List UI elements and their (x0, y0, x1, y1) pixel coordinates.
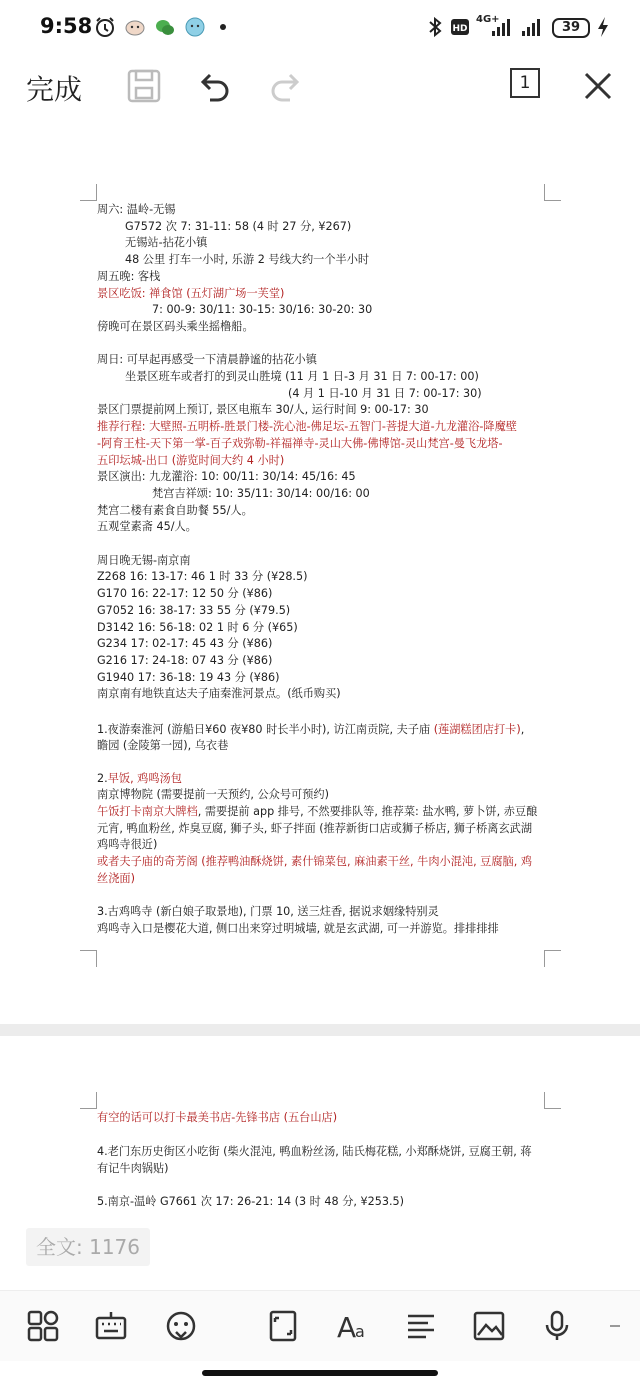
document-line: 梵宫吉祥颂: 10: 35/11: 30/14: 00/16: 00 (152, 486, 370, 500)
document-line: 景区演出: 九龙灌浴: 10: 00/11: 30/14: 45/16: 45 (97, 470, 356, 484)
document-line: G170 16: 22-17: 12 50 分 (¥86) (97, 587, 273, 601)
page2-bookstore-line: 有空的话可以打卡最美书店-先锋书店 (五台山店) (97, 1111, 338, 1124)
para1-line2: 瞻园 (金陵第一园), 乌衣巷 (97, 739, 229, 752)
more-notifications-dot (220, 24, 226, 30)
status-bar (0, 0, 640, 56)
para2-line2: 南京博物院 (需要提前一天预约, 公众号可预约) (97, 788, 329, 801)
document-line: 梵宫二楼有素食自助餐 55/人。 (97, 503, 253, 517)
para2-line7: 丝浇面) (97, 872, 135, 885)
document-line: 景区门票提前网上预订, 景区电瓶车 30/人, 运行时间 9: 00-17: 30 (97, 403, 429, 417)
page-corner-mark (544, 950, 561, 967)
document-line: G7572 次 7: 31-11: 58 (4 时 27 分, ¥267) (125, 219, 352, 233)
page-corner-mark (544, 1092, 561, 1109)
alarm-icon (94, 16, 116, 38)
close-icon[interactable] (578, 66, 618, 106)
document-line: Z268 16: 13-17: 46 1 时 33 分 (¥28.5) (97, 570, 308, 584)
document-line: 无锡站-拈花小镇 (125, 236, 208, 250)
signal-icon (490, 16, 512, 38)
fullscreen-icon[interactable] (266, 1309, 300, 1343)
page-corner-mark (80, 1092, 97, 1109)
document-line: G7052 16: 38-17: 33 55 分 (¥79.5) (97, 603, 291, 617)
para3-line1: 3.古鸡鸣寺 (新白娘子取景地), 门票 10, 送三炷香, 据说求姻缘特别灵 (97, 905, 439, 918)
para2-line4: 元宵, 鸭血粉丝, 炸臭豆腐, 狮子头, 虾子拌面 (推荐新街口店或狮子桥店, 狮子桥离玄武湖 (97, 822, 533, 835)
document-line: G234 17: 02-17: 45 43 分 (¥86) (97, 637, 273, 651)
network-type: 4G+ (476, 14, 500, 25)
para3-line2: 鸡鸣寺入口是樱花大道, 侧口出来穿过明城墙, 就是玄武湖, 可一并游览。排排排排 (97, 922, 499, 935)
undo-icon[interactable] (194, 66, 234, 106)
svg-text:HD: HD (452, 24, 468, 34)
home-indicator[interactable] (202, 1370, 438, 1376)
app-notification-icon (124, 16, 146, 38)
document-line: 48 公里 打车一小时, 乐游 2 号线大约一个半小时 (125, 253, 370, 267)
document-line: (4 月 1 日-10 月 31 日 7: 00-17: 30) (288, 386, 482, 400)
redo-icon[interactable] (266, 66, 306, 106)
charging-icon (596, 16, 610, 38)
para5-line: 5.南京-温岭 G7661 次 17: 26-21: 14 (3 时 48 分, ¥253.5) (97, 1195, 405, 1208)
page-count-button[interactable]: 1 (510, 68, 540, 98)
bluetooth-icon (424, 16, 446, 38)
document-line: 景区吃饭: 禅食馆 (五灯湖广场一芙堂) (97, 286, 285, 300)
page-corner-mark (80, 184, 97, 201)
document-line: 周六: 温岭-无锡 (97, 203, 176, 216)
document-line: 周日: 可早起再感受一下清晨静谧的拈花小镇 (97, 353, 317, 367)
para2-line5: 鸡鸣寺很近) (97, 838, 158, 851)
document-line: 坐景区班车或者打的到灵山胜境 (11 月 1 日-3 月 31 日 7: 00-17: 00) (125, 370, 479, 383)
word-count-badge: 全文: 1176 (26, 1228, 150, 1266)
document-page-1 (0, 126, 640, 1024)
document-line: 傍晚可在景区码头乘坐摇橹船。 (97, 319, 254, 333)
para2-line3: 午饭打卡南京大牌档, 需要提前 app 排号, 不然要排队等, 推荐菜: 盐水鸭, 萝卜饼, 赤豆酿 (97, 805, 538, 818)
keyboard-icon[interactable] (94, 1309, 128, 1343)
more-icon[interactable] (604, 1309, 624, 1343)
para2-line6: 或者夫子庙的奇芳阁 (推荐鸭油酥烧饼, 素什锦菜包, 麻油素干丝, 牛肉小混沌, 豆腐脑, 鸡 (97, 855, 533, 868)
document-line: G1940 17: 36-18: 19 43 分 (¥86) (97, 670, 280, 684)
document-line: G216 17: 24-18: 07 43 分 (¥86) (97, 653, 273, 667)
document-line: 周日晚无锡-南京南 (97, 553, 191, 567)
document-line: -阿育王柱-天下第一掌-百子戏弥勒-祥福禅寺-灵山大佛-佛博馆-灵山梵宫-曼飞龙塔- (97, 436, 503, 450)
document-line: 五观堂素斋 45/人。 (97, 520, 197, 534)
para1-line1: 1.夜游秦淮河 (游船日¥60 夜¥80 时长半小时), 访江南贡院, 夫子庙 (莲湖糕团店打卡), (97, 723, 525, 736)
para4-line2: 有记牛肉锅贴) (97, 1162, 169, 1175)
document-line: 7: 00-9: 30/11: 30-15: 30/16: 30-20: 30 (152, 303, 373, 317)
wechat-icon (154, 16, 176, 38)
document-line: 五印坛城-出口 (游览时间大约 4 小时) (97, 453, 285, 467)
page-separator (0, 1024, 640, 1036)
page-corner-mark (80, 950, 97, 967)
microphone-icon[interactable] (540, 1309, 574, 1343)
svg-text:A: A (337, 1311, 357, 1343)
save-icon[interactable] (124, 66, 164, 106)
para4-line1: 4.老门东历史街区小吃街 (柴火混沌, 鸭血粉丝汤, 陆氏梅花糕, 小郑酥烧饼, 豆腐王朝, 蒋 (97, 1145, 532, 1158)
svg-text:a: a (355, 1322, 365, 1341)
document-area[interactable] (0, 126, 640, 1286)
document-line: 推荐行程: 大壁照-五明桥-胜景门楼-洗心池-佛足坛-五智门-菩提大道-九龙灌浴-降魔壁 (97, 420, 517, 434)
done-button[interactable]: 完成 (26, 73, 83, 106)
app-notification-icon (184, 16, 206, 38)
hd-icon (450, 16, 470, 38)
font-format-icon[interactable] (336, 1309, 370, 1343)
document-line: 周五晚: 客栈 (97, 269, 161, 283)
para2-line1: 2.早饭, 鸡鸣汤包 (97, 772, 182, 785)
editor-toolbar (0, 56, 640, 126)
document-line: D3142 16: 56-18: 02 1 时 6 分 (¥65) (97, 620, 298, 634)
signal-icon (520, 16, 542, 38)
status-time: 9:58 (40, 14, 93, 38)
insert-image-icon[interactable] (472, 1309, 506, 1343)
apps-grid-icon[interactable] (26, 1309, 60, 1343)
battery-level: 39 (552, 18, 590, 38)
document-line: 南京南有地铁直达夫子庙秦淮河景点。(纸币购买) (97, 687, 341, 701)
page-corner-mark (544, 184, 561, 201)
assistant-icon[interactable] (164, 1309, 198, 1343)
paragraph-align-icon[interactable] (404, 1309, 438, 1343)
bottom-toolbar (0, 1290, 640, 1361)
